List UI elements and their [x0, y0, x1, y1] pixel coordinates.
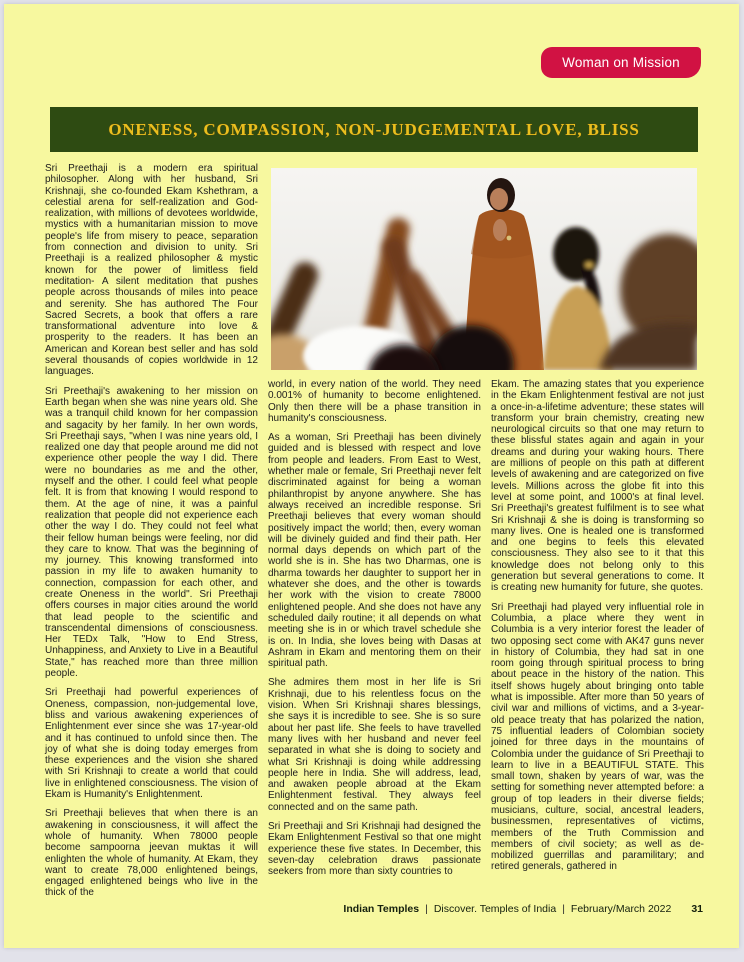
col1-paragraph-1: Sri Preethaji is a modern era spiritual philosopher. Along with her husband, Sri Krishnaji, she co-founded Ekam Kshethram, a celestial arena for self-realization and God-realization, with millions of devotees worldwide, mystics with a humanitarian mission to move people's life from misery to peace, separation from connection and division to unity. Sri Preethaji is a realized philosopher & mystic known for the power of limitless field meditation- A silent meditation that pushes people across thousands of miles into peace and serenity. She has authored The Four Sacred Secrets, a book that offers a rare transformational adventure into love & prosperity to the readers. It has been an American and Korean best seller and has sold several thousands of copies worldwide in 12 languages. — [45, 163, 258, 378]
footer-separator-2: | — [562, 903, 565, 915]
right-text-columns — [268, 379, 705, 885]
col1-paragraph-2: Sri Preethaji's awakening to her mission on Earth began when she was nine years old. She was a tranquil child known for her compassion and sagacity by her family. In her own words, Sri Preethaji says, "when I was nine years old, I realized one day that people around me did not experience other people the way I did. There were no boundaries as me and the other, myself and the other. I could feel what people felt. It is from that knowing I would respond to them. At the age of nine, it was a painful realization that people did not experience each other the way I do. They could not feel what their fellow human beings were feeling, nor did they care to know. That was the beginning of my journey. This knowing transformed into passion in my life to awaken humanity to connection, compassion for each other, and create Oneness in the world". Sri Preethaji offers courses in major cities around the world that lead people to the scientific and transcendental dimensions of consciousness. Her TEDx Talk, "How to End Stress, Unhappiness, and Anxiety to Live in a Beautiful State," has reached more than three million people. — [45, 385, 259, 680]
col1-paragraph-3: Sri Preethaji had powerful experiences of Oneness, compassion, non-judgemental love, bliss and various awakening experiences of Enlightenment ever since she was 17-year-old and it has continued to unfold since then. The joy of what she is doing today emerges from these experiences and the vision she shared with Sri Krishnaji to create a world that could live in enlightened consciousness. The vision of Ekam is Humanity's Enlightenment. — [45, 687, 258, 801]
footer-magazine-name: Indian Temples — [343, 903, 420, 915]
page-footer — [343, 903, 703, 915]
section-badge-label: Woman on Mission — [562, 55, 680, 70]
headline-bar — [50, 107, 698, 152]
footer-separator-1: | — [425, 903, 428, 915]
text-column-2 — [268, 379, 481, 885]
col2-paragraph-4: Sri Preethaji and Sri Krishnaji had designed the Ekam Enlightenment Festival so that one might experience these five states. In December, this seven-day celebration draws passionate seekers from more than sixty countries to — [268, 820, 481, 878]
article-headline: ONENESS, COMPASSION, NON-JUDGEMENTAL LOVE, BLISS — [108, 119, 640, 139]
article-body — [45, 163, 705, 907]
col3-paragraph-2: Sri Preethaji had played very influential role in Columbia, a place where they went in Columbia is a very interior forest the leader of two opposing sect come with AK47 guns never in history of Columbia, they had sat in one room going through spiritual process to bring about peace in the history of the nation. This itself shows hugely about bringing onto table what is impossible. After more than 50 years of civil war and millions of victims, and a 3-year-old peace treaty that has polarized the nation, 75 influential leaders of Colombian society joined for three days in the mountains of Colombia under the guidance of Sri Preethaji to learn to live in a BEAUTIFUL STATE. This small town, shaken by years of war, was the setting for something never attempted before: a group of top leaders in their diverse fields; musicians, culture, social, ancestral leaders, businessmen, representatives of victims, members of the Truth Commission and members of civil society; as well as de-mobilized guerrillas and paramilitary; and retired generals, gathered in — [491, 601, 704, 873]
woman-face — [490, 188, 508, 210]
col1-paragraph-4: Sri Preethaji believes that when there is an awakening in consciousness, it will affect the whole of humanity. When 78000 people become sampoorna jeevan muktas it will enlighten the whole of humanity. At Ekam, they want to create 78,000 enlightened beings, engaged enlightened beings who live in the thick of the — [45, 808, 258, 899]
col2-paragraph-2: As a woman, Sri Preethaji has been divinely guided and is blessed with respect and love from people and leaders. From East to West, whether male or female, Sri Preethaji never felt discriminated against for being a woman philanthropist by anyone anywhere. She has always received an incredible response. Sri Preethaji believes that every woman should positively impact the world; then, every woman will be divinely guided and find their path. Her normal days depends on which part of the world she is in. She has two Dharmas, one is dharma towards her daughter to support her in whatever she does, and the other is towards her work with the vision to create 78000 enlightened people. And she does not have any scheduled daily routine; it all depends on what meeting she is in or which travel schedule she is on. In India, she loves being with Dasas at Ashram in Ekam and mentoring them on their spiritual path. — [268, 432, 481, 670]
photo-and-columns — [268, 163, 705, 907]
footer-issue: February/March 2022 — [570, 903, 672, 915]
col2-paragraph-3: She admires them most in her life is Sri Krishnaji, due to his relentless focus on the vision. When Sri Krishnaji shares blessings, she says it is incredible to see. She is so sure about her past life. She feels to have travelled many lives with her husband and never feel separated in what she is doing to society and what Sri Krishnaji is doing while addressing people here in India. She will address, lead, and awaken people abroad at the Ekam Enlightenment festival. They always feel connected and on the same path. — [268, 677, 481, 813]
footer-tagline: Discover. Temples of India — [433, 903, 557, 915]
text-column-1 — [45, 163, 258, 907]
col2-paragraph-1: world, in every nation of the world. They need 0.001% of humanity to become enlightened. Only then there will be a phase transition in humanity's consciousness. — [268, 379, 481, 424]
wrist-watch — [507, 236, 512, 241]
article-photo — [271, 168, 697, 370]
photo-illustration — [271, 168, 697, 370]
text-column-3 — [491, 379, 704, 885]
footer-page-number: 31 — [691, 903, 703, 915]
col3-paragraph-1: Ekam. The amazing states that you experience in the Ekam Enlightenment festival are not just a once-in-a-lifetime adventure; these states will transform your brain chemistry, creating new neurological circuits so that one may return to these blissful states again and again in your dreams and during your waking hours. There are millions of people on this path at different levels of awakening and are categorized on five levels. Millions across the globe fit into this level at some point, and 1000's at final level. Sri Preethaji's greatest fulfilment is to see what Sri Krishnaji & she is doing is transforming so many lives. One is healed one is transformed and one begins to feels this elevated consciousness. They also see to it that this knowledge does not belong only to this generation but several generations to come. It is creating new humanity for future, she quotes. — [491, 379, 704, 594]
section-badge — [541, 47, 701, 78]
magazine-page — [4, 4, 739, 948]
namaste-hands — [493, 219, 507, 241]
hair-tie — [585, 262, 593, 268]
